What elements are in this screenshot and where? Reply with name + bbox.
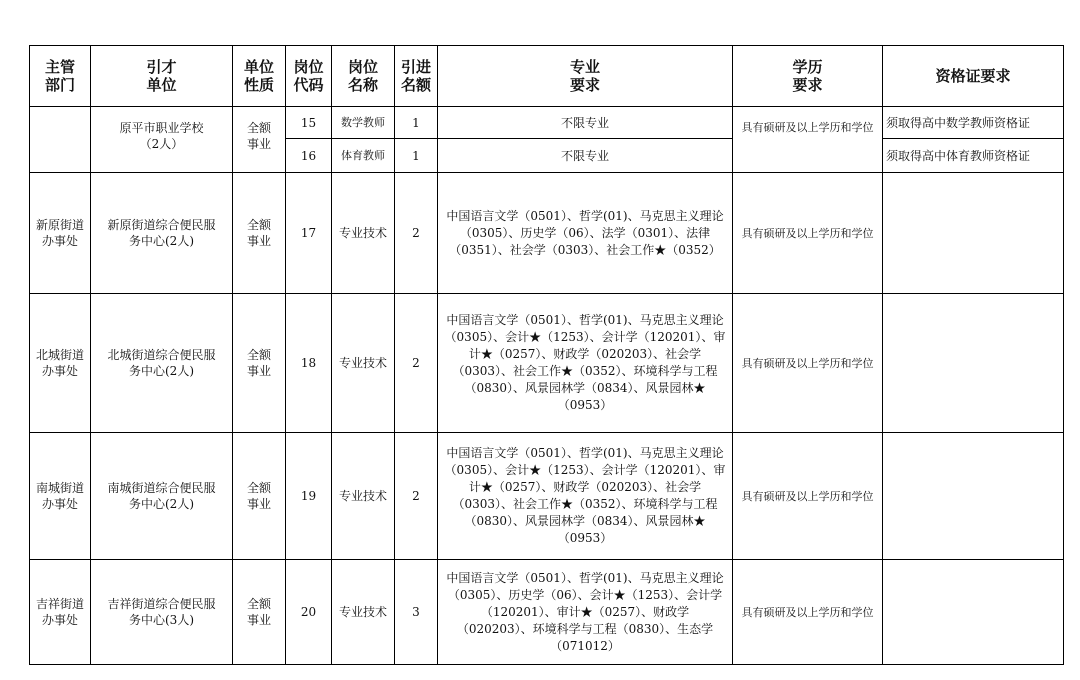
cert-cell xyxy=(883,433,1064,560)
post-cell: 数学教师 xyxy=(332,107,395,139)
code-cell: 18 xyxy=(286,294,332,433)
cert-cell: 须取得高中数学教师资格证 xyxy=(883,107,1064,139)
dept-cell: 新原街道 办事处 xyxy=(30,173,91,294)
major-cell: 中国语言文学（0501）、哲学(01)、马克思主义理论（0305）、历史学（06）、会计★（1253）、会计学（120201）、审计★（0257）、财政学（020203）、环境科学与工程（0830）、生态学（071012） xyxy=(438,560,733,665)
count-cell: 2 xyxy=(395,173,438,294)
dept-cell: 北城街道 办事处 xyxy=(30,294,91,433)
post-cell: 专业技术 xyxy=(332,433,395,560)
code-cell: 15 xyxy=(286,107,332,139)
unit-cell: 新原街道综合便民服 务中心(2人) xyxy=(91,173,233,294)
dept-cell: 吉祥街道 办事处 xyxy=(30,560,91,665)
nature-cell: 全额 事业 xyxy=(233,433,286,560)
nature-cell: 全额 事业 xyxy=(233,173,286,294)
table-row xyxy=(30,433,1064,560)
header-row xyxy=(30,46,1064,107)
unit-cell: 北城街道综合便民服 务中心(2人) xyxy=(91,294,233,433)
major-cell: 中国语言文学（0501）、哲学(01)、马克思主义理论（0305）、会计★（1253）、会计学（120201）、审计★（0257）、财政学（020203）、社会学（0303）、社会工作★（0352）、环境科学与工程（0830）、风景园林学（0834）、风景园林★（0953） xyxy=(438,294,733,433)
table-row xyxy=(30,107,1064,139)
nature-cell: 全额 事业 xyxy=(233,107,286,173)
header-unit: 引才 单位 xyxy=(91,46,233,107)
edu-cell: 具有硕研及以上学历和学位 xyxy=(733,173,883,294)
code-cell: 17 xyxy=(286,173,332,294)
major-cell: 中国语言文学（0501）、哲学(01)、马克思主义理论（0305）、历史学（06）、法学（0301）、法律（0351）、社会学（0303）、社会工作★（0352） xyxy=(438,173,733,294)
recruitment-table xyxy=(29,45,1064,665)
major-cell: 不限专业 xyxy=(438,139,733,173)
major-cell: 中国语言文学（0501）、哲学(01)、马克思主义理论（0305）、会计★（1253）、会计学（120201）、审计★（0257）、财政学（020203）、社会学（0303）、社会工作★（0352）、环境科学与工程（0830）、风景园林学（0834）、风景园林★（0953） xyxy=(438,433,733,560)
post-cell: 专业技术 xyxy=(332,294,395,433)
count-cell: 2 xyxy=(395,294,438,433)
code-cell: 16 xyxy=(286,139,332,173)
major-cell: 不限专业 xyxy=(438,107,733,139)
header-cert: 资格证要求 xyxy=(883,46,1064,107)
header-nature: 单位 性质 xyxy=(233,46,286,107)
edu-cell: 具有硕研及以上学历和学位 xyxy=(733,560,883,665)
nature-cell: 全额 事业 xyxy=(233,560,286,665)
cert-cell xyxy=(883,294,1064,433)
edu-cell: 具有硕研及以上学历和学位 xyxy=(733,433,883,560)
unit-cell: 南城街道综合便民服 务中心(2人) xyxy=(91,433,233,560)
unit-cell: 原平市职业学校 （2人） xyxy=(91,107,233,173)
count-cell: 1 xyxy=(395,107,438,139)
header-dept: 主管 部门 xyxy=(30,46,91,107)
header-count: 引进 名额 xyxy=(395,46,438,107)
table-row xyxy=(30,560,1064,665)
table-row xyxy=(30,173,1064,294)
count-cell: 2 xyxy=(395,433,438,560)
header-post: 岗位 名称 xyxy=(332,46,395,107)
code-cell: 19 xyxy=(286,433,332,560)
count-cell: 3 xyxy=(395,560,438,665)
edu-cell: 具有硕研及以上学历和学位 xyxy=(733,294,883,433)
cert-cell xyxy=(883,173,1064,294)
post-cell: 专业技术 xyxy=(332,560,395,665)
unit-cell: 吉祥街道综合便民服 务中心(3人) xyxy=(91,560,233,665)
dept-cell: 南城街道 办事处 xyxy=(30,433,91,560)
code-cell: 20 xyxy=(286,560,332,665)
header-code: 岗位 代码 xyxy=(286,46,332,107)
cert-cell xyxy=(883,560,1064,665)
edu-cell: 具有硕研及以上学历和学位 xyxy=(733,107,883,173)
post-cell: 专业技术 xyxy=(332,173,395,294)
cert-cell: 须取得高中体育教师资格证 xyxy=(883,139,1064,173)
dept-cell xyxy=(30,107,91,173)
nature-cell: 全额 事业 xyxy=(233,294,286,433)
count-cell: 1 xyxy=(395,139,438,173)
post-cell: 体育教师 xyxy=(332,139,395,173)
header-major: 专业 要求 xyxy=(438,46,733,107)
header-edu: 学历 要求 xyxy=(733,46,883,107)
table-row xyxy=(30,294,1064,433)
